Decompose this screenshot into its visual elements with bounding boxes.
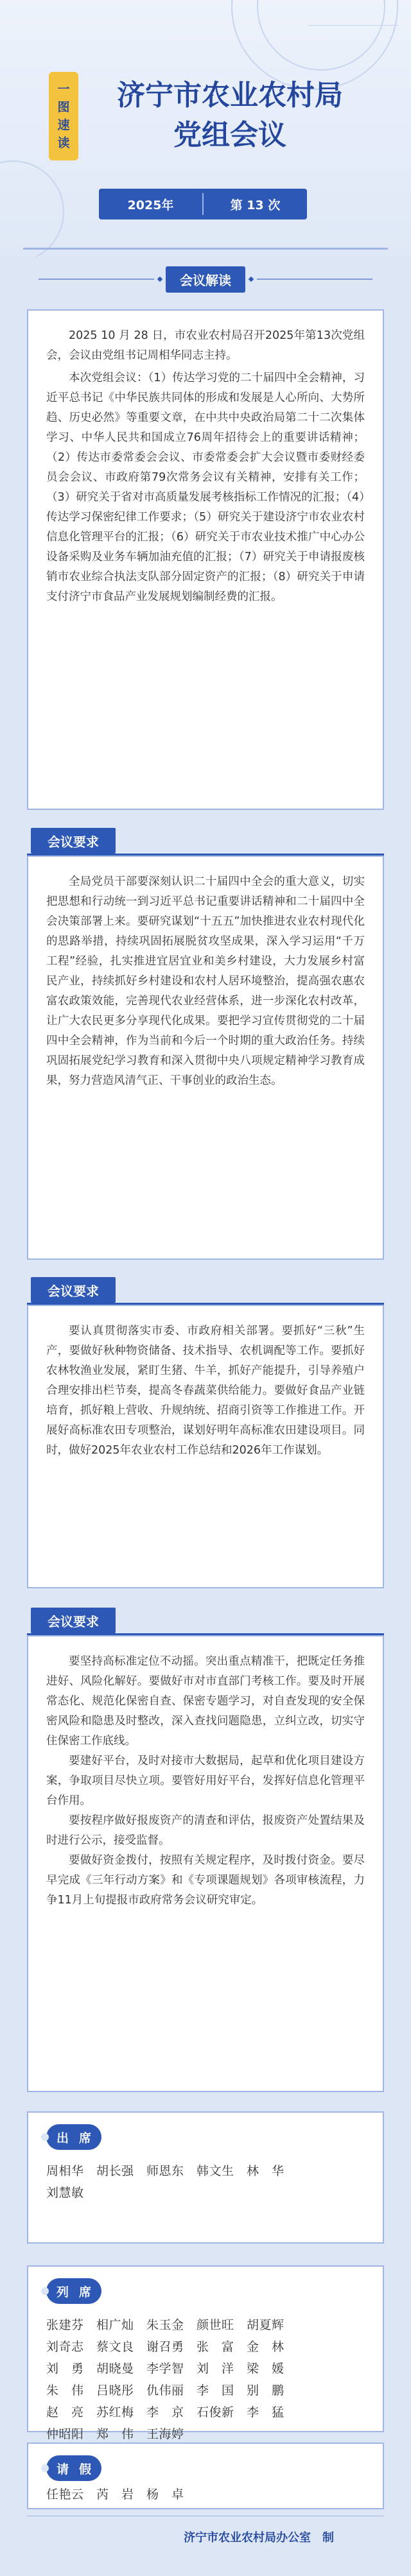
label-char: 出 <box>56 2131 69 2145</box>
label-char: 席 <box>79 2285 92 2299</box>
section-label: 会议要求 <box>31 1277 116 1303</box>
intro-card <box>27 309 384 810</box>
attendee-list <box>46 2160 367 2204</box>
header-divider <box>23 248 388 250</box>
section-label: 会议要求 <box>31 1608 116 1633</box>
requirement-paragraph: 要认真贯彻落实市委、市政府相关部署。要抓好“三秋”生产，要做好秋种物资储备、技术指导、农机调配等工作。要抓好农林牧渔业发展，紧盯生猪、牛羊，抓好产能提升，引导养殖户合理安排出栏节奏，提高冬春蔬菜供给能力。要做好食品产业链培育，抓好粮上营收、升规纳统、招商引资等工作推进工作。开展好高标准农田专项整治，谋划好明年高标准农田建设项目。同时，做好2025年农业农村工作总结和2026年工作谋划。 <box>46 1325 365 1457</box>
observer-list <box>46 2314 367 2445</box>
intro-paragraph: 2025 10 月 28 日，市农业农村局召开2025年第13次党组会，会议由党组书记周相华同志主持。 <box>46 329 365 362</box>
heading-line <box>257 279 372 280</box>
name-row: 朱 伟 吕晓彤 仇伟丽 李 国 别 鹏 <box>46 2383 284 2398</box>
requirement-paragraph: 要建好平台，及时对接市大数据局，起草和优化项目建设方案，争取项目尽快立项。要管好用好平台，发挥好信息化管理平台作用。 <box>46 1755 365 1807</box>
leave-card <box>27 2443 384 2509</box>
requirements-card <box>27 855 384 1260</box>
decor-ring <box>0 160 64 257</box>
requirement-paragraph: 要坚持高标准定位不动摇。突出重点精准干，把既定任务推进好、风险化解好。要做好市对市直部门考核工作。要及时开展常态化、规范化保密自查、保密专题学习，对自查发现的安全保密风险和隐患及时整改，深入查找问题隐患，立纠立改，切实守住保密工作底线。 <box>46 1655 365 1747</box>
tag-char: 一 <box>57 82 70 96</box>
quick-read-tag <box>49 72 78 160</box>
label-char: 假 <box>79 2462 92 2477</box>
name-row: 任艳云 芮 岩 杨 卓 <box>46 2487 184 2502</box>
label-char: 请 <box>56 2462 69 2477</box>
heading-diamond-icon <box>249 277 254 282</box>
name-row: 刘奇志 蔡文良 谢召勇 张 富 金 林 <box>46 2340 284 2354</box>
leave-label <box>46 2455 101 2481</box>
attendees-card <box>27 2111 384 2244</box>
tag-char: 读 <box>57 136 70 150</box>
name-row: 张建芬 相广灿 朱玉金 颜世旺 胡夏辉 <box>46 2318 284 2332</box>
heading-diamond-icon <box>157 277 162 282</box>
label-char: 席 <box>79 2131 92 2145</box>
name-row: 仲昭阳 郑 伟 王海婷 <box>46 2427 184 2441</box>
name-row: 刘 勇 胡晓曼 李学智 刘 洋 梁 媛 <box>46 2362 284 2376</box>
requirements-card <box>27 1305 384 1588</box>
intro-paragraph: 本次党组会议：（1）传达学习党的二十届四中全会精神，习近平总书记《中华民族共同体的形成和发展是人心所向、大势所趋、历史必然》等重要文章，在中共中央政治局第二十二次集体学习、中华人民共和国成立76周年招待会上的重要讲话精神；（2）传达市委常委会会议、市委常委会扩大会议暨市委财经委员会会议、市政府第79次常务会议有关精神，安排有关工作；（3）研究关于省对市高质量发展考核指标工作情况的汇报；（4）传达学习保密纪律工作要求；（5）研究关于建设济宁市农业农村信息化管理平台的汇报；（6）研究关于市农业技术推广中心办公设备采购及业务车辆加油充值的汇报；（7）研究关于申请报废核销市农业综合执法支队部分固定资产的汇报；（8）研究关于申请支付济宁市食品产业发展规划编制经费的汇报。 <box>46 372 365 603</box>
leave-list <box>46 2484 367 2505</box>
requirement-paragraph: 要做好资金拨付，按照有关规定程序，及时拨付资金。要尽早完成《三年行动方案》和《专项课题规划》各项审核流程，力争11月上旬提报市政府常务会议研究审定。 <box>46 1854 365 1907</box>
name-row: 赵 亮 苏红梅 李 京 石俊新 李 猛 <box>46 2405 284 2419</box>
name-row: 刘慧敏 <box>46 2186 84 2200</box>
interpretation-heading <box>0 266 411 292</box>
requirement-paragraph: 全局党员干部要深刻认识二十届四中全会的重大意义，切实把思想和行动统一到习近平总书记重要讲话精神和二十届四中全会决策部署上来。要研究谋划“十五五”加快推进农业农村现代化的思路举措，持续巩固拓展脱贫攻坚成果，深入学习运用“千万工程”经验，扎实推进宜居宜业和美乡村建设，大力发展乡村富民产业，持续抓好乡村建设和农村人居环境整治，提高强农惠农富农政策效能，完善现代农业经营体系，进一步深化农村改革，让广大农民更多分享现代化成果。要把学习宣传贯彻党的二十届四中全会精神，作为当前和今后一个时期的重大政治任务。持续巩固拓展党纪学习教育和深入贯彻中央八项规定精神学习教育成果，努力营造风清气正、干事创业的政治生态。 <box>46 875 365 1087</box>
tag-char: 速 <box>57 118 70 132</box>
heading-line <box>39 279 154 280</box>
label-char: 列 <box>56 2285 69 2299</box>
attendees-label <box>46 2124 101 2150</box>
title-line: 济宁市农业农村局 <box>117 79 343 112</box>
requirement-paragraph: 要按程序做好报废资产的清查和评估，报废资产处置结果及时进行公示，接受监督。 <box>46 1814 365 1847</box>
observers-label <box>46 2278 101 2304</box>
name-row: 周相华 胡长强 师恩东 韩文生 林 华 <box>46 2164 284 2178</box>
decor-mesh <box>308 0 398 26</box>
title-line: 党组会议 <box>173 119 286 151</box>
page-title <box>89 76 371 155</box>
issue-badge <box>99 189 307 219</box>
section-label: 会议要求 <box>31 828 116 854</box>
requirements-card <box>27 1635 384 2092</box>
issue-number: 第 13 次 <box>230 198 281 212</box>
issue-year: 2025年 <box>127 198 174 212</box>
observers-card <box>27 2265 384 2441</box>
footer-credit: 济宁市农业农村局办公室 制 <box>184 2531 334 2545</box>
header-banner <box>0 0 411 257</box>
interpretation-label: 会议解读 <box>166 266 245 293</box>
tag-char: 图 <box>57 100 70 114</box>
